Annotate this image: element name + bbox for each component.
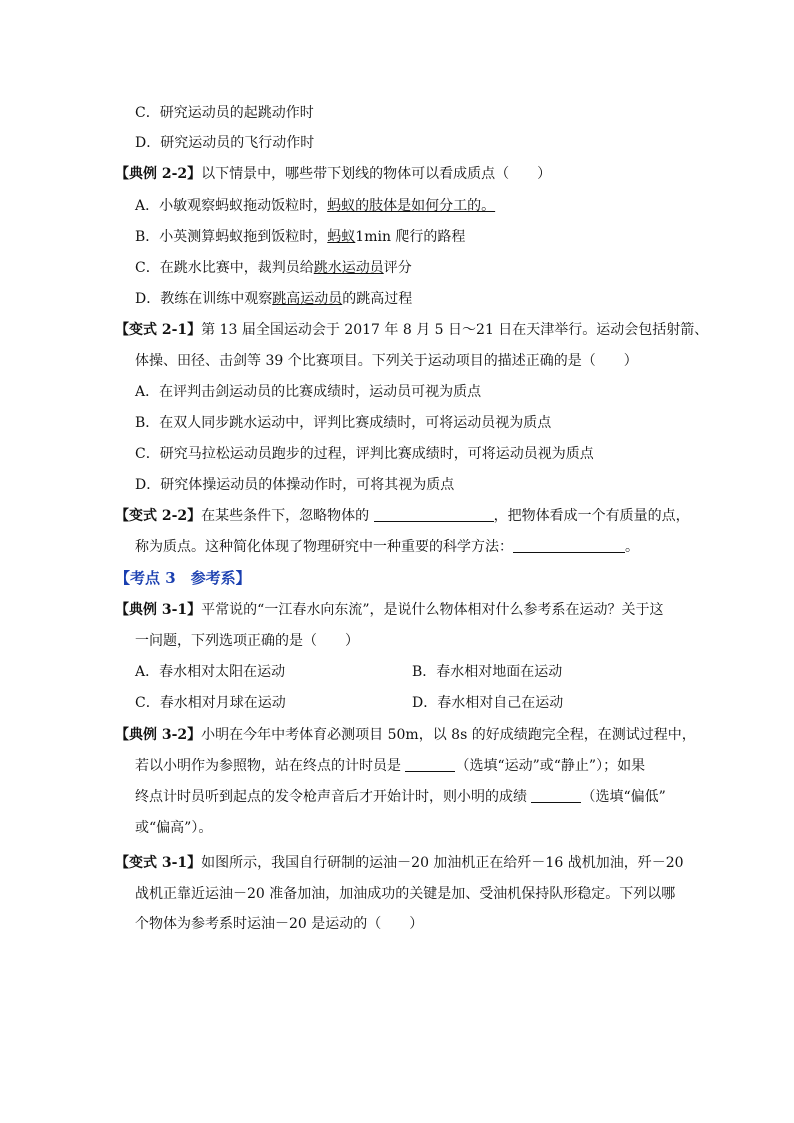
question-text-cont: [135, 787, 666, 807]
option-c: [135, 258, 412, 278]
option-a: A．在评判击剑运动员的比赛成绩时，运动员可视为质点: [135, 384, 482, 400]
option-d: [135, 289, 412, 309]
option-text: 的跳高过程: [342, 291, 413, 307]
answer-blank[interactable]: [531, 788, 581, 803]
question-text: 如图所示，我国自行研制的运油－20 加油机正在给歼－16 战机加油，歼－20: [201, 855, 684, 871]
question-ex-2-2: [115, 164, 551, 184]
question-tag: 【变式 2-2】: [115, 508, 202, 524]
option-c: C．研究马拉松运动员跑步的过程，评判比赛成绩时，可将运动员视为质点: [135, 446, 594, 462]
option-b: [135, 227, 465, 247]
question-text: 小明在今年中考体育必测项目 50m，以 8s 的好成绩跑完全程，在测试过程中，: [201, 727, 696, 743]
question-text-cont: 体操、田径、击剑等 39 个比赛项目。下列关于运动项目的描述正确的是（ ）: [135, 353, 638, 369]
option-c: C．春水相对月球在运动: [135, 695, 286, 711]
option-c: C．研究运动员的起跳动作时: [135, 105, 314, 121]
option-text: C．在跳水比赛中，裁判员给: [135, 260, 314, 276]
question-text-cont: 个物体为参考系时运油－20 是运动的（ ）: [135, 916, 424, 932]
question-var-2-2: [115, 506, 690, 526]
question-text: （选填“偏低”: [581, 789, 666, 805]
question-tag: 【典例 2-2】: [115, 166, 202, 182]
underlined-object: 跳高运动员: [272, 291, 343, 307]
question-text: （选填“运动”或“静止”）；如果: [455, 758, 646, 774]
option-text: D．教练在训练中观察: [135, 291, 273, 307]
question-text: 终点计时员听到起点的发令枪声音后才开始计时，则小明的成绩: [135, 789, 532, 805]
option-text: 1min 爬行的路程: [355, 229, 466, 245]
underlined-object: 蚂蚁: [327, 229, 356, 245]
option-text: A．小敏观察蚂蚁拖动饭粒时，: [135, 198, 328, 214]
question-var-3-1: [115, 853, 684, 873]
question-ex-3-2: [115, 725, 696, 745]
underlined-object: 跳水运动员: [313, 260, 384, 276]
question-text-cont: 或“偏高”）。: [135, 820, 213, 836]
option-b: B．春水相对地面在运动: [412, 664, 563, 680]
option-text: B．小英测算蚂蚁拖到饭粒时，: [135, 229, 328, 245]
option-d: D．春水相对自己在运动: [412, 695, 564, 711]
question-text: 第 13 届全国运动会于 2017 年 8 月 5 日～21 日在天津举行。运动会包括射箭、: [201, 322, 709, 338]
answer-blank[interactable]: [513, 538, 625, 553]
question-tag: 【变式 3-1】: [115, 855, 202, 871]
question-text-cont: [135, 756, 645, 776]
underlined-object: 蚂蚁的肢体是如何分工的。: [327, 198, 496, 214]
question-text-cont: [135, 537, 639, 557]
question-text: 称为质点。这种简化体现了物理研究中一种重要的科学方法：: [135, 539, 513, 555]
option-b: B．在双人同步跳水运动中，评判比赛成绩时，可将运动员视为质点: [135, 415, 552, 431]
option-d: D．研究运动员的飞行动作时: [135, 135, 315, 151]
question-text-cont: 一问题，下列选项正确的是（ ）: [135, 633, 359, 649]
section-heading: 【考点 3 参考系】: [115, 569, 251, 587]
question-text-cont: 战机正靠近运油－20 准备加油，加油成功的关键是加、受油机保持队形稳定。下列以哪: [135, 886, 676, 902]
question-tag: 【典例 3-1】: [115, 602, 202, 618]
question-text: ，把物体看成一个有质量的点，: [493, 508, 690, 524]
question-text: 。: [625, 539, 639, 555]
question-tag: 【典例 3-2】: [115, 727, 202, 743]
question-text: 在某些条件下，忽略物体的: [201, 508, 374, 524]
question-text: 以下情景中，哪些带下划线的物体可以看成质点（ ）: [201, 166, 552, 182]
question-var-2-1: [115, 320, 708, 340]
option-a: A．春水相对太阳在运动: [135, 664, 286, 680]
answer-blank[interactable]: [374, 507, 494, 522]
answer-blank[interactable]: [405, 757, 455, 772]
option-text: 评分: [383, 260, 412, 276]
option-a: [135, 196, 495, 216]
option-d: D．研究体操运动员的体操动作时，可将其视为质点: [135, 477, 455, 493]
question-ex-3-1: [115, 600, 663, 620]
question-text: 平常说的“一江春水向东流”，是说什么物体相对什么参考系在运动？关于这: [201, 602, 664, 618]
question-tag: 【变式 2-1】: [115, 322, 202, 338]
question-text: 若以小明作为参照物，站在终点的计时员是: [135, 758, 406, 774]
